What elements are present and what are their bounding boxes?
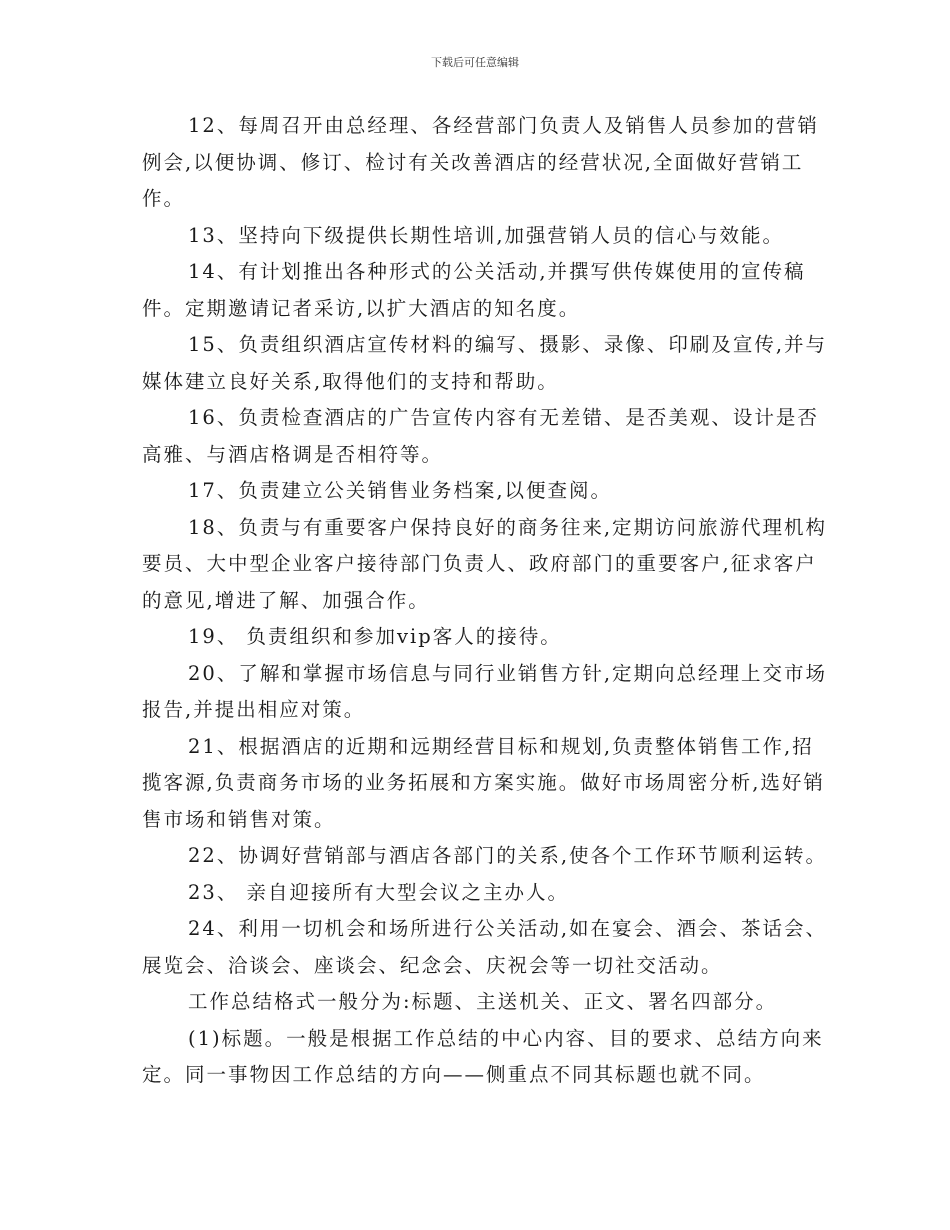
paragraph-item-21: 21、根据酒店的近期和远期经营目标和规划,负责整体销售工作,招揽客源,负责商务市场的业务拓展和方案实施。做好市场周密分析,选好销售市场和销售对策。 xyxy=(142,734,825,831)
summary-format-title-section: (1)标题。一般是根据工作总结的中心内容、目的要求、总结方向来定。同一事物因工作总结的方向——侧重点不同其标题也就不同。 xyxy=(142,1026,824,1086)
paragraph-item-23: 23、 亲自迎接所有大型会议之主办人。 xyxy=(188,880,570,904)
document-body xyxy=(142,108,832,1094)
paragraph-item-18: 18、负责与有重要客户保持良好的商务往来,定期访问旅游代理机构要员、大中型企业客户接待部门负责人、政府部门的重要客户,征求客户的意见,增进了解、加强合作。 xyxy=(142,515,828,612)
paragraph-item-14: 14、有计划推出各种形式的公关活动,并撰写供传媒使用的宣传稿件。定期邀请记者采访,以扩大酒店的知名度。 xyxy=(142,260,806,320)
paragraph-item-12: 12、每周召开由总经理、各经营部门负责人及销售人员参加的营销例会,以便协调、修订、检讨有关改善酒店的经营状况,全面做好营销工作。 xyxy=(142,114,819,210)
paragraph-item-19: 19、 负责组织和参加vip客人的接待。 xyxy=(188,625,562,648)
paragraph-item-16: 16、负责检查酒店的广告宣传内容有无差错、是否美观、设计是否高雅、与酒店格调是否相符等。 xyxy=(142,406,819,466)
summary-format-intro: 工作总结格式一般分为:标题、主送机关、正文、署名四部分。 xyxy=(188,990,778,1013)
page-header-note: 下载后可任意编辑 xyxy=(431,56,519,69)
paragraph-item-20: 20、了解和掌握市场信息与同行业销售方针,定期向总经理上交市场报告,并提出相应对策。 xyxy=(142,661,828,721)
paragraph-item-15: 15、负责组织酒店宣传材料的编写、摄影、录像、印刷及宣传,并与媒体建立良好关系,取得他们的支持和帮助。 xyxy=(142,333,828,393)
paragraph-item-13: 13、坚持向下级提供长期性培训,加强营销人员的信心与效能。 xyxy=(188,223,785,247)
paragraph-item-17: 17、负责建立公关销售业务档案,以便查阅。 xyxy=(188,479,613,502)
paragraph-item-22: 22、协调好营销部与酒店各部门的关系,使各个工作环节顺利运转。 xyxy=(188,844,828,867)
paragraph-item-24: 24、利用一切机会和场所进行公关活动,如在宴会、酒会、茶话会、展览会、洽谈会、座谈会、纪念会、庆祝会等一切社交活动。 xyxy=(142,917,828,977)
